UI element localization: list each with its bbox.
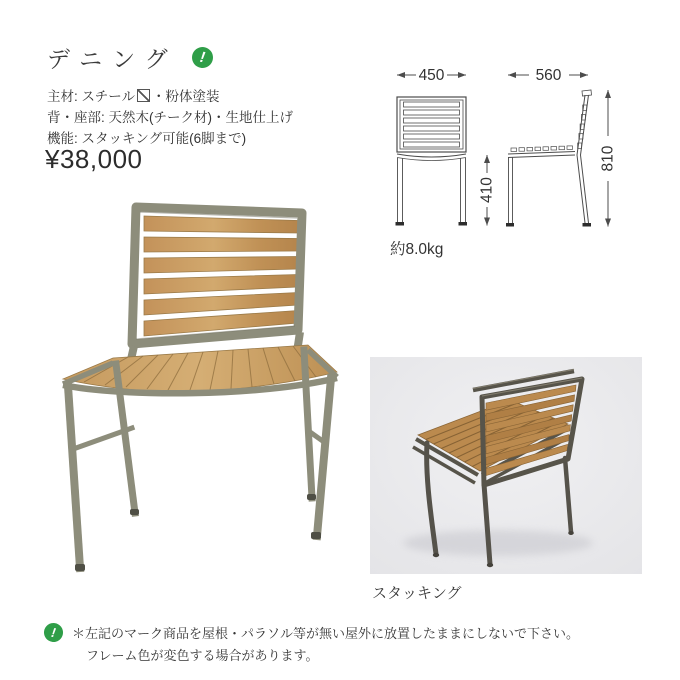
front-view-drawing	[396, 97, 468, 226]
dim-total-height-label: 810	[599, 145, 617, 172]
side-view-drawing	[506, 90, 592, 227]
spec-seat-back: 背・座部: 天然木(チーク材)・生地仕上げ	[47, 110, 293, 125]
chair-back-slats	[144, 216, 298, 336]
exclamation-circle-icon: !	[190, 46, 214, 70]
dim-width-label: 450	[418, 67, 445, 84]
stacking-photo	[370, 357, 642, 574]
exclamation-circle-icon: !	[43, 622, 64, 643]
spec-function: 機能: スタッキング可能(6脚まで)	[47, 131, 247, 146]
chair-seat	[63, 345, 337, 393]
weight-label: 約8.0kg	[390, 241, 444, 258]
spec-material-suffix: ・粉体塗装	[151, 89, 220, 104]
spec-material-prefix: 主材: スチール	[47, 89, 135, 104]
footnote-line-2: フレーム色が変色する場合があります。	[86, 647, 319, 663]
dim-seat-height-label: 410	[478, 177, 496, 203]
spec-list	[47, 86, 293, 149]
dimension-drawing	[383, 57, 633, 262]
main-product-photo	[50, 186, 365, 611]
page-title: デニング	[47, 46, 178, 72]
stacking-caption: スタッキング	[372, 585, 462, 602]
price: ¥38,000	[45, 144, 143, 174]
square-diagonal-mark-icon	[137, 89, 150, 102]
spec-material	[47, 86, 293, 107]
footnote-line-1: ＊左記のマーク商品を屋根・パラソル等が無い屋外に放置したままにしないで下さい。	[72, 626, 580, 641]
title-row	[47, 41, 213, 74]
dim-depth-label: 560	[535, 67, 562, 84]
footnote	[44, 623, 579, 666]
footnote-text	[72, 623, 579, 666]
